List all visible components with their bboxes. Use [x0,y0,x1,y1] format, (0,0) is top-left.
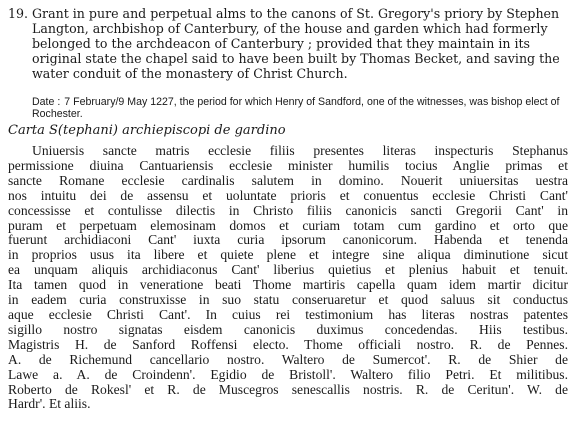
charter-line: ea unquam aliquis archidiaconus Cant' liberius quietius et plenius habuit et tenuit. [8,263,568,278]
entry-summary: Grant in pure and perpetual alms to the canons of St. Gregory's priory by Stephen Langton, archbishop of Canterbury, of the house and garden which had formerly belonged to the archdeacon of Canterbury ; provided that they maintain in its original state the chapel said to have been built by Thomas Becket, and saving the water conduit of the monastery of Christ Church. [32,6,560,81]
charter-line: concessisse et contulisse dilectis in Christo filiis canonicis sancti Gregorii Cant' in [8,203,568,218]
charter-line: aque ecclesie Christi Cant'. In cuius rei testimonium has literas nostras patentes [8,307,568,322]
charter-line: sigillo nostro signatas eisdem canonicis duximus concedendas. Hiis testibus. [8,322,568,337]
charter-line: Roberto de Rokesl' et R. de Muscegros senescallis nostris. R. de Ceritun'. W. de [8,382,568,397]
date-label: Date : [32,96,61,108]
date-text: 7 February/9 May 1227, the period for which Henry of Sandford, one of the witnesses, was bishop elect of Rochester. [32,96,560,120]
charter-line: A. de Richemund cancellario nostro. Waltero de Sumercot'. R. de Shier de [8,352,568,367]
charter-line: Magistris H. de Sanford Roffensi electo. Thome officiali nostro. R. de Pennes. [8,337,568,352]
charter-text [8,144,568,412]
charter-title: Carta S(tephani) archiepiscopi de gardino [8,123,286,138]
charter-line: fuerunt archidiaconi Cant' iuxta curia ipsorum canonicorum. Habenda et tenenda [8,233,568,248]
charter-line: in proprios usus ita libere et quiete plene et integre sine aliqua diminutione sicut [8,248,568,263]
charter-line: in eadem curia construxisse in suo statu conseruaretur et quod saluus sit conductus [8,293,568,308]
charter-line: permissione diuina Cantuariensis ecclesie minister humilis tocius Anglie primas et [8,158,568,173]
entry-number: 19. [8,6,29,21]
charter-line: puram et perpetuam elemosinam domos et curiam totam cum gardino et orto que [8,218,568,233]
charter-line: Ita tamen quod in veneratione beati Thome martiris capella quam idem martir dicitur [8,278,568,293]
charter-line: Lawe a. A. de Croindenn'. Egidio de Bristoll'. Waltero filio Petri. Et militibus. [8,367,568,382]
charter-line: sancte Romane ecclesie cardinalis salutem in domino. Nouerit uniuersitas uestra [8,173,568,188]
charter-line: Hardr'. Et aliis. [8,397,91,412]
charter-line: nos intuitu dei de assensu et uoluntate prioris et conuentus ecclesie Christi Cant' [8,188,568,203]
charter-line: Uniuersis sancte matris ecclesie filiis presentes literas inspecturis Stephanus [32,144,568,158]
date-note [32,96,568,120]
